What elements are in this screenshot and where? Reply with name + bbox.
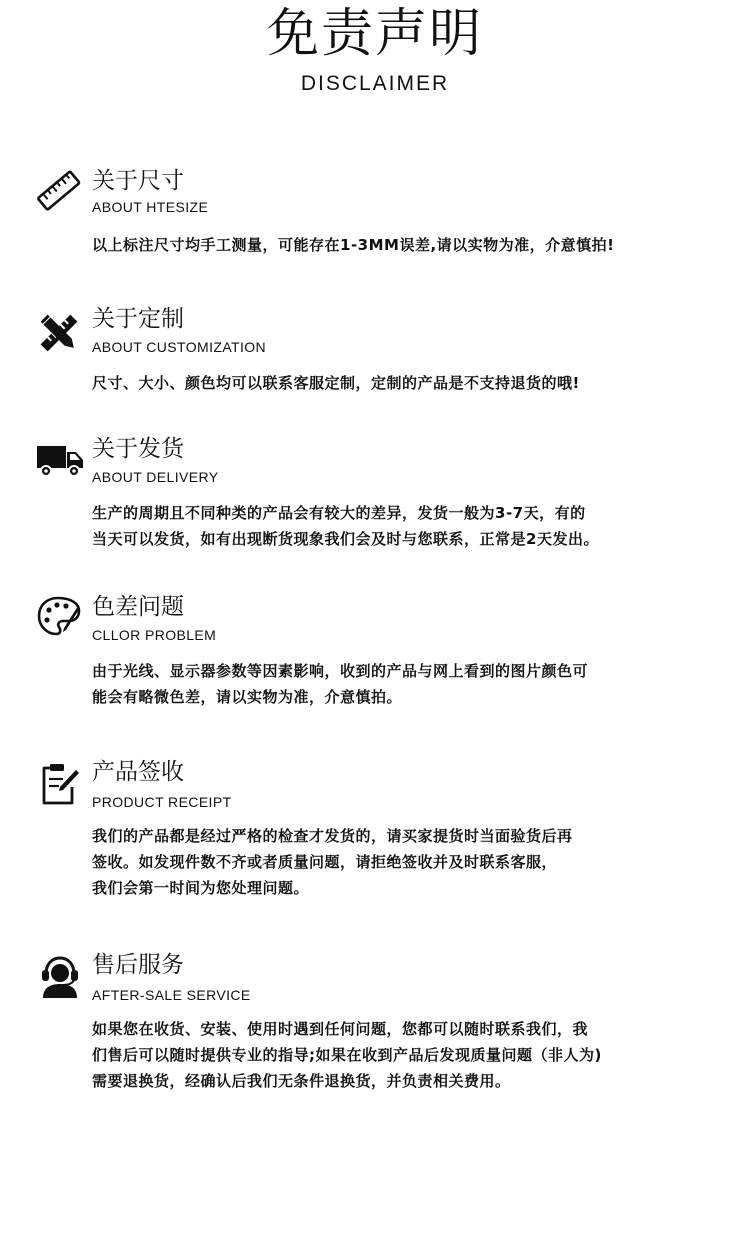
section-text-line: 尺寸、大小、颜色均可以联系客服定制，定制的产品是不支持退货的哦! — [92, 374, 580, 392]
page-subtitle: DISCLAIMER — [300, 72, 450, 95]
section-text-line: 能会有略微色差，请以实物为准，介意慎拍。 — [92, 688, 403, 706]
section-text-line: 由于光线、显示器参数等因素影响，收到的产品与网上看到的图片颜色可 — [92, 662, 589, 680]
section-body — [92, 1016, 722, 1094]
section-subtitle: ABOUT HTESIZE — [92, 199, 209, 215]
truck-icon — [36, 438, 84, 484]
section-title: 关于定制 — [92, 306, 184, 332]
palette-icon — [36, 594, 82, 640]
section-subtitle: CLLOR PROBLEM — [92, 627, 217, 643]
section-text-line: 签收。如发现件数不齐或者质量问题，请拒绝签收并及时联系客服， — [92, 853, 558, 871]
ruler-icon — [36, 168, 82, 214]
section-subtitle: ABOUT DELIVERY — [92, 469, 219, 485]
section-text-line: 需要退换货，经确认后我们无条件退换货，并负责相关费用。 — [92, 1072, 511, 1090]
section-text-line: 生产的周期且不同种类的产品会有较大的差异，发货一般为3-7天，有的 — [92, 504, 586, 522]
section-body — [92, 658, 722, 710]
section-text-line: 当天可以发货，如有出现断货现象我们会及时与您联系，正常是2天发出。 — [92, 530, 599, 548]
page-title: 免责声明 — [266, 4, 483, 64]
section-text-line: 们售后可以随时提供专业的指导;如果在收到产品后发现质量问题（非人为) — [92, 1046, 602, 1064]
section-text-line: 如果您在收货、安装、使用时遇到任何问题，您都可以随时联系我们，我 — [92, 1020, 589, 1038]
section-body — [92, 823, 722, 901]
section-title: 售后服务 — [92, 952, 184, 978]
customer-service-icon — [36, 954, 82, 1000]
section-subtitle: PRODUCT RECEIPT — [92, 794, 232, 810]
section-text-line: 我们的产品都是经过严格的检查才发货的，请买家提货时当面验货后再 — [92, 827, 573, 845]
section-subtitle: AFTER-SALE SERVICE — [92, 987, 251, 1003]
section-title: 产品签收 — [92, 759, 184, 785]
section-text-line: 以上标注尺寸均手工测量，可能存在1-3MM误差,请以实物为准，介意慎拍! — [92, 236, 615, 254]
clipboard-edit-icon — [36, 761, 82, 807]
section-body — [92, 232, 722, 258]
section-subtitle: ABOUT CUSTOMIZATION — [92, 339, 267, 355]
section-title: 色差问题 — [92, 594, 184, 620]
pencil-ruler-icon — [36, 310, 82, 356]
section-body — [92, 500, 722, 552]
section-title: 关于尺寸 — [92, 168, 184, 194]
section-text-line: 我们会第一时间为您处理问题。 — [92, 879, 310, 897]
section-title: 关于发货 — [92, 436, 184, 462]
section-body — [92, 370, 722, 396]
